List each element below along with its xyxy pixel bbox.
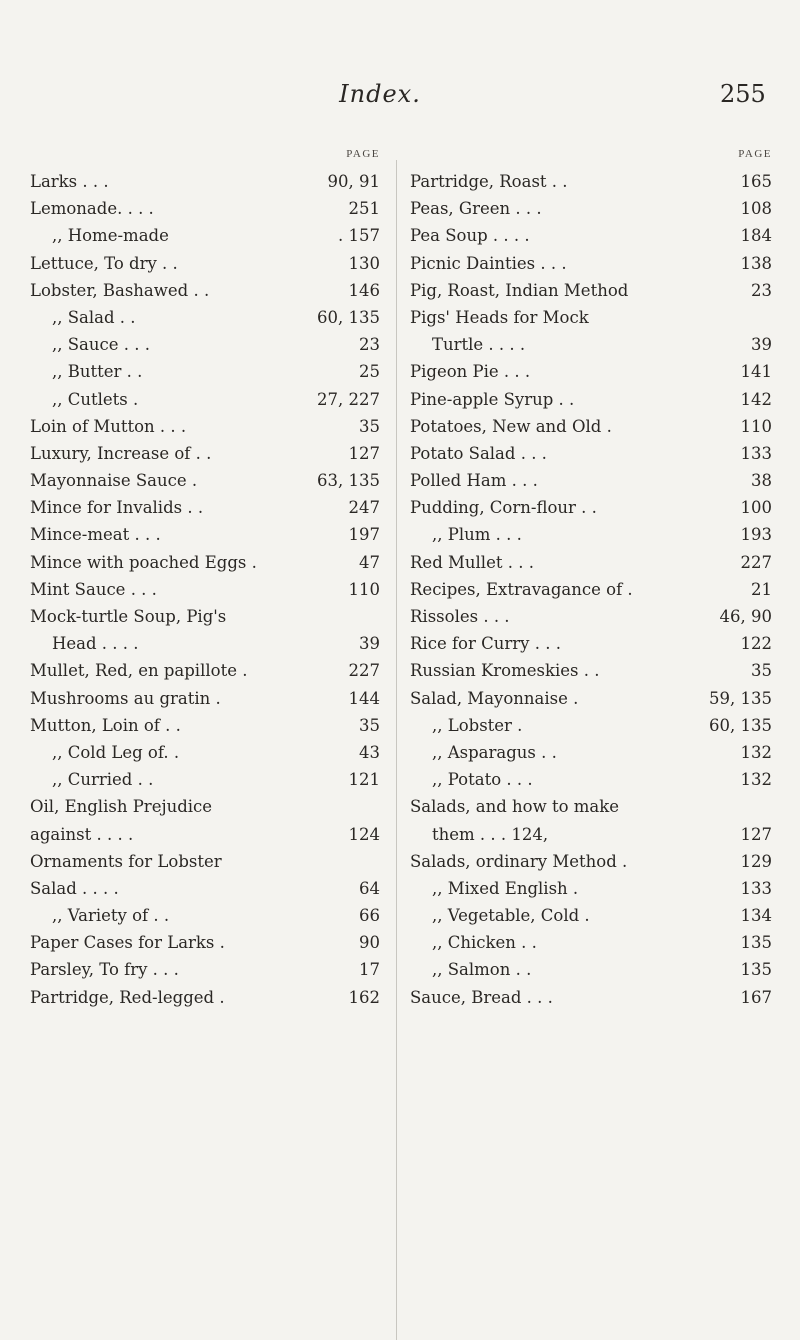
index-entry-label: ,, Cutlets .	[52, 389, 139, 409]
index-entry-page: 27, 227	[317, 389, 380, 409]
index-entry	[410, 902, 772, 929]
index-entry-label: Turtle . . . .	[432, 335, 526, 355]
index-entry-label: ,, Curried . .	[52, 770, 154, 790]
index-entry	[30, 576, 380, 603]
index-entry-page: 135	[740, 960, 772, 980]
page-title: Index.	[339, 80, 421, 108]
index-entry	[30, 685, 380, 712]
index-entry	[30, 603, 380, 630]
index-entry-label: Mushrooms au gratin .	[30, 688, 221, 708]
index-entry-label: Pig, Roast, Indian Method	[410, 280, 629, 300]
index-entry-label: Salads, and how to make	[410, 797, 620, 817]
index-entry	[410, 929, 772, 956]
index-entry	[30, 766, 380, 793]
index-entry-page: 17	[359, 960, 380, 980]
index-entry-label: Pine-apple Syrup . .	[410, 389, 575, 409]
index-entry-page: 124	[348, 824, 380, 844]
index-entry-label: ,, Chicken . .	[432, 933, 537, 953]
index-entry	[30, 222, 380, 249]
index-entry-page: 135	[740, 933, 772, 953]
index-entry-page: 132	[740, 770, 772, 790]
index-entry-page: 64	[359, 878, 380, 898]
index-entry	[30, 956, 380, 983]
page-header	[0, 0, 800, 120]
index-entry-page: 251	[348, 199, 380, 219]
index-entry	[410, 467, 772, 494]
index-entry	[410, 603, 772, 630]
index-entry-label: Lettuce, To dry . .	[30, 253, 178, 273]
index-entry	[410, 821, 772, 848]
index-entry	[30, 440, 380, 467]
index-list-left	[30, 168, 380, 1011]
index-entry-page: 35	[751, 661, 772, 681]
index-entry-page: 127	[348, 443, 380, 463]
index-entry-label: ,, Lobster .	[432, 715, 523, 735]
index-entry-label: ,, Butter . .	[52, 362, 143, 382]
index-entry	[410, 766, 772, 793]
index-entry	[30, 657, 380, 684]
index-entry	[30, 848, 380, 875]
index-entry-label: Mayonnaise Sauce .	[30, 471, 198, 491]
index-entry	[30, 467, 380, 494]
index-entry	[410, 793, 772, 820]
index-entry-label: Pudding, Corn-flour . .	[410, 498, 597, 518]
index-entry-page: 35	[359, 416, 380, 436]
index-entry	[410, 195, 772, 222]
index-entry	[410, 277, 772, 304]
index-entry-page	[374, 603, 380, 630]
index-entry	[30, 494, 380, 521]
index-entry-page: 197	[348, 525, 380, 545]
index-entry	[30, 630, 380, 657]
column-divider	[396, 160, 397, 1340]
index-entry-label: Mutton, Loin of . .	[30, 715, 181, 735]
index-entry-page	[374, 848, 380, 875]
index-entry-label: Pea Soup . . . .	[410, 226, 530, 246]
index-entry	[30, 902, 380, 929]
index-entry-page: 21	[751, 579, 772, 599]
index-entry-page: 90	[359, 933, 380, 953]
index-entry-page	[766, 304, 772, 331]
index-entry-label: Mince with poached Eggs .	[30, 552, 257, 572]
index-entry-label: ,, Sauce . . .	[52, 335, 150, 355]
index-entry-label: Ornaments for Lobster	[30, 851, 222, 871]
index-entry	[410, 440, 772, 467]
index-entry	[410, 739, 772, 766]
index-entry-page: 60, 135	[709, 715, 772, 735]
index-entry	[30, 929, 380, 956]
index-column-left	[30, 148, 380, 1011]
index-entry	[410, 549, 772, 576]
index-entry-page: 43	[359, 742, 380, 762]
index-entry-page: 23	[751, 280, 772, 300]
index-entry-page: 59, 135	[709, 688, 772, 708]
index-entry-page: 100	[740, 498, 772, 518]
index-entry	[410, 222, 772, 249]
index-entry-label: ,, Asparagus . .	[432, 742, 557, 762]
index-entry-page: 35	[359, 715, 380, 735]
index-entry	[30, 331, 380, 358]
index-entry-page: 184	[740, 226, 772, 246]
index-entry-label: Pigeon Pie . . .	[410, 362, 531, 382]
index-entry	[410, 685, 772, 712]
index-entry-label: Lemonade. . . .	[30, 199, 154, 219]
index-entry	[30, 277, 380, 304]
index-entry-label: ,, Potato . . .	[432, 770, 533, 790]
index-entry-page: 90, 91	[327, 172, 380, 191]
index-entry-page: 134	[740, 906, 772, 926]
index-entry-label: Mint Sauce . . .	[30, 579, 157, 599]
index-entry-label: Potato Salad . . .	[410, 443, 547, 463]
index-entry	[410, 657, 772, 684]
index-entry-label: ,, Home-made	[52, 226, 169, 246]
index-entry	[410, 956, 772, 983]
index-entry-page: 23	[359, 335, 380, 355]
index-entry-label: Picnic Dainties . . .	[410, 253, 567, 273]
column-heading-right: PAGE	[738, 148, 772, 160]
index-entry-page: 46, 90	[719, 607, 772, 626]
index-list-right	[410, 168, 772, 1011]
index-entry	[410, 413, 772, 440]
index-entry-label: Red Mullet . . .	[410, 552, 534, 572]
index-entry-page: 138	[740, 253, 772, 273]
index-entry-label: Recipes, Extravagance of .	[410, 579, 633, 599]
index-entry	[410, 358, 772, 385]
index-entry	[30, 712, 380, 739]
index-entry	[30, 358, 380, 385]
page-number: 255	[720, 80, 766, 108]
index-entry-page: 142	[740, 389, 772, 409]
index-entry-label: ,, Variety of . .	[52, 906, 170, 926]
index-entry-page	[766, 793, 772, 820]
index-entry-page: 110	[740, 416, 772, 436]
index-entry-label: Salads, ordinary Method .	[410, 851, 628, 871]
index-entry	[410, 168, 772, 195]
index-entry	[30, 386, 380, 413]
index-entry-page: 144	[348, 688, 380, 708]
index-entry-label: Partridge, Roast . .	[410, 172, 568, 191]
index-entry-label: Potatoes, New and Old .	[410, 416, 612, 436]
index-entry-label: ,, Cold Leg of. .	[52, 742, 180, 762]
index-entry	[410, 494, 772, 521]
index-entry-label: against . . . .	[30, 824, 134, 844]
index-entry-page: 165	[740, 172, 772, 191]
index-entry-page: 132	[740, 742, 772, 762]
index-entry-label: Mince for Invalids . .	[30, 498, 204, 518]
index-entry-page: 108	[740, 199, 772, 219]
index-entry-label: Salad, Mayonnaise .	[410, 688, 579, 708]
index-entry	[30, 168, 380, 195]
index-entry-page: 130	[348, 253, 380, 273]
index-entry	[30, 793, 380, 820]
index-entry-page: 47	[359, 552, 380, 572]
index-entry-page: 167	[740, 987, 772, 1007]
index-entry-page: 39	[751, 335, 772, 355]
index-entry	[410, 712, 772, 739]
index-entry-page: 227	[740, 552, 772, 572]
index-entry-page: 129	[740, 851, 772, 871]
index-entry-label: Head . . . .	[52, 634, 139, 654]
index-entry-page: 63, 135	[317, 471, 380, 491]
index-entry-page: 133	[740, 878, 772, 898]
index-entry-page: 146	[348, 280, 380, 300]
index-entry-page: 227	[348, 661, 380, 681]
index-entry-label: Mince-meat . . .	[30, 525, 161, 545]
index-entry	[30, 195, 380, 222]
index-entry-label: Lobster, Bashawed . .	[30, 280, 210, 300]
index-entry-label: Oil, English Prejudice	[30, 797, 213, 817]
index-entry-label: Mock-turtle Soup, Pig's	[30, 607, 227, 626]
index-entry-page: 25	[359, 362, 380, 382]
index-entry	[410, 576, 772, 603]
index-entry-page: 133	[740, 443, 772, 463]
index-entry-label: Russian Kromeskies . .	[410, 661, 600, 681]
index-entry-page: 122	[740, 634, 772, 654]
index-entry-page: 127	[740, 824, 772, 844]
index-entry-label: Polled Ham . . .	[410, 471, 538, 491]
index-entry	[30, 875, 380, 902]
index-entry-label: Rissoles . . .	[410, 607, 510, 626]
column-heading-left: PAGE	[346, 148, 380, 160]
index-entry	[410, 304, 772, 331]
index-entry	[30, 821, 380, 848]
index-entry	[410, 875, 772, 902]
index-entry-label: Pigs' Heads for Mock	[410, 307, 589, 327]
index-entry-label: Parsley, To fry . . .	[30, 960, 179, 980]
index-entry	[30, 304, 380, 331]
index-entry-label: ,, Vegetable, Cold .	[432, 906, 590, 926]
index-entry-label: them . . . 124,	[432, 824, 549, 844]
index-entry-page: 110	[348, 579, 380, 599]
index-entry-page	[374, 793, 380, 820]
index-entry	[410, 521, 772, 548]
index-entry-label: ,, Plum . . .	[432, 525, 522, 545]
index-entry	[30, 413, 380, 440]
index-entry-label: Mullet, Red, en papillote .	[30, 661, 248, 681]
index-entry-label: Larks . . .	[30, 172, 109, 191]
index-entry	[410, 386, 772, 413]
index-entry-page: 193	[740, 525, 772, 545]
index-entry	[30, 250, 380, 277]
index-entry-page: 121	[348, 770, 380, 790]
index-entry	[410, 250, 772, 277]
index-entry	[410, 630, 772, 657]
index-entry	[30, 521, 380, 548]
index-entry-label: ,, Mixed English .	[432, 878, 579, 898]
index-entry-label: ,, Salmon . .	[432, 960, 532, 980]
index-entry	[410, 331, 772, 358]
index-entry-label: Loin of Mutton . . .	[30, 416, 187, 436]
index-entry-page: 66	[359, 906, 380, 926]
index-entry	[410, 984, 772, 1011]
index-entry-page: . 157	[338, 226, 380, 246]
index-entry-page: 60, 135	[317, 307, 380, 327]
index-entry-page: 141	[740, 362, 772, 382]
index-entry	[30, 739, 380, 766]
index-entry-page: 38	[751, 471, 772, 491]
index-entry-page: 162	[348, 987, 380, 1007]
index-entry-label: Sauce, Bread . . .	[410, 987, 553, 1007]
index-entry-page: 39	[359, 634, 380, 654]
index-entry-label: Paper Cases for Larks .	[30, 933, 225, 953]
index-entry-label: Rice for Curry . . .	[410, 634, 561, 654]
index-entry-page: 247	[348, 498, 380, 518]
index-entry-label: Partridge, Red-legged .	[30, 987, 225, 1007]
index-column-right	[410, 148, 772, 1011]
index-entry-label: Luxury, Increase of . .	[30, 443, 212, 463]
index-entry	[410, 848, 772, 875]
index-entry-label: ,, Salad . .	[52, 307, 136, 327]
index-entry-label: Peas, Green . . .	[410, 199, 542, 219]
index-entry	[30, 984, 380, 1011]
index-entry	[30, 549, 380, 576]
index-entry-label: Salad . . . .	[30, 878, 119, 898]
